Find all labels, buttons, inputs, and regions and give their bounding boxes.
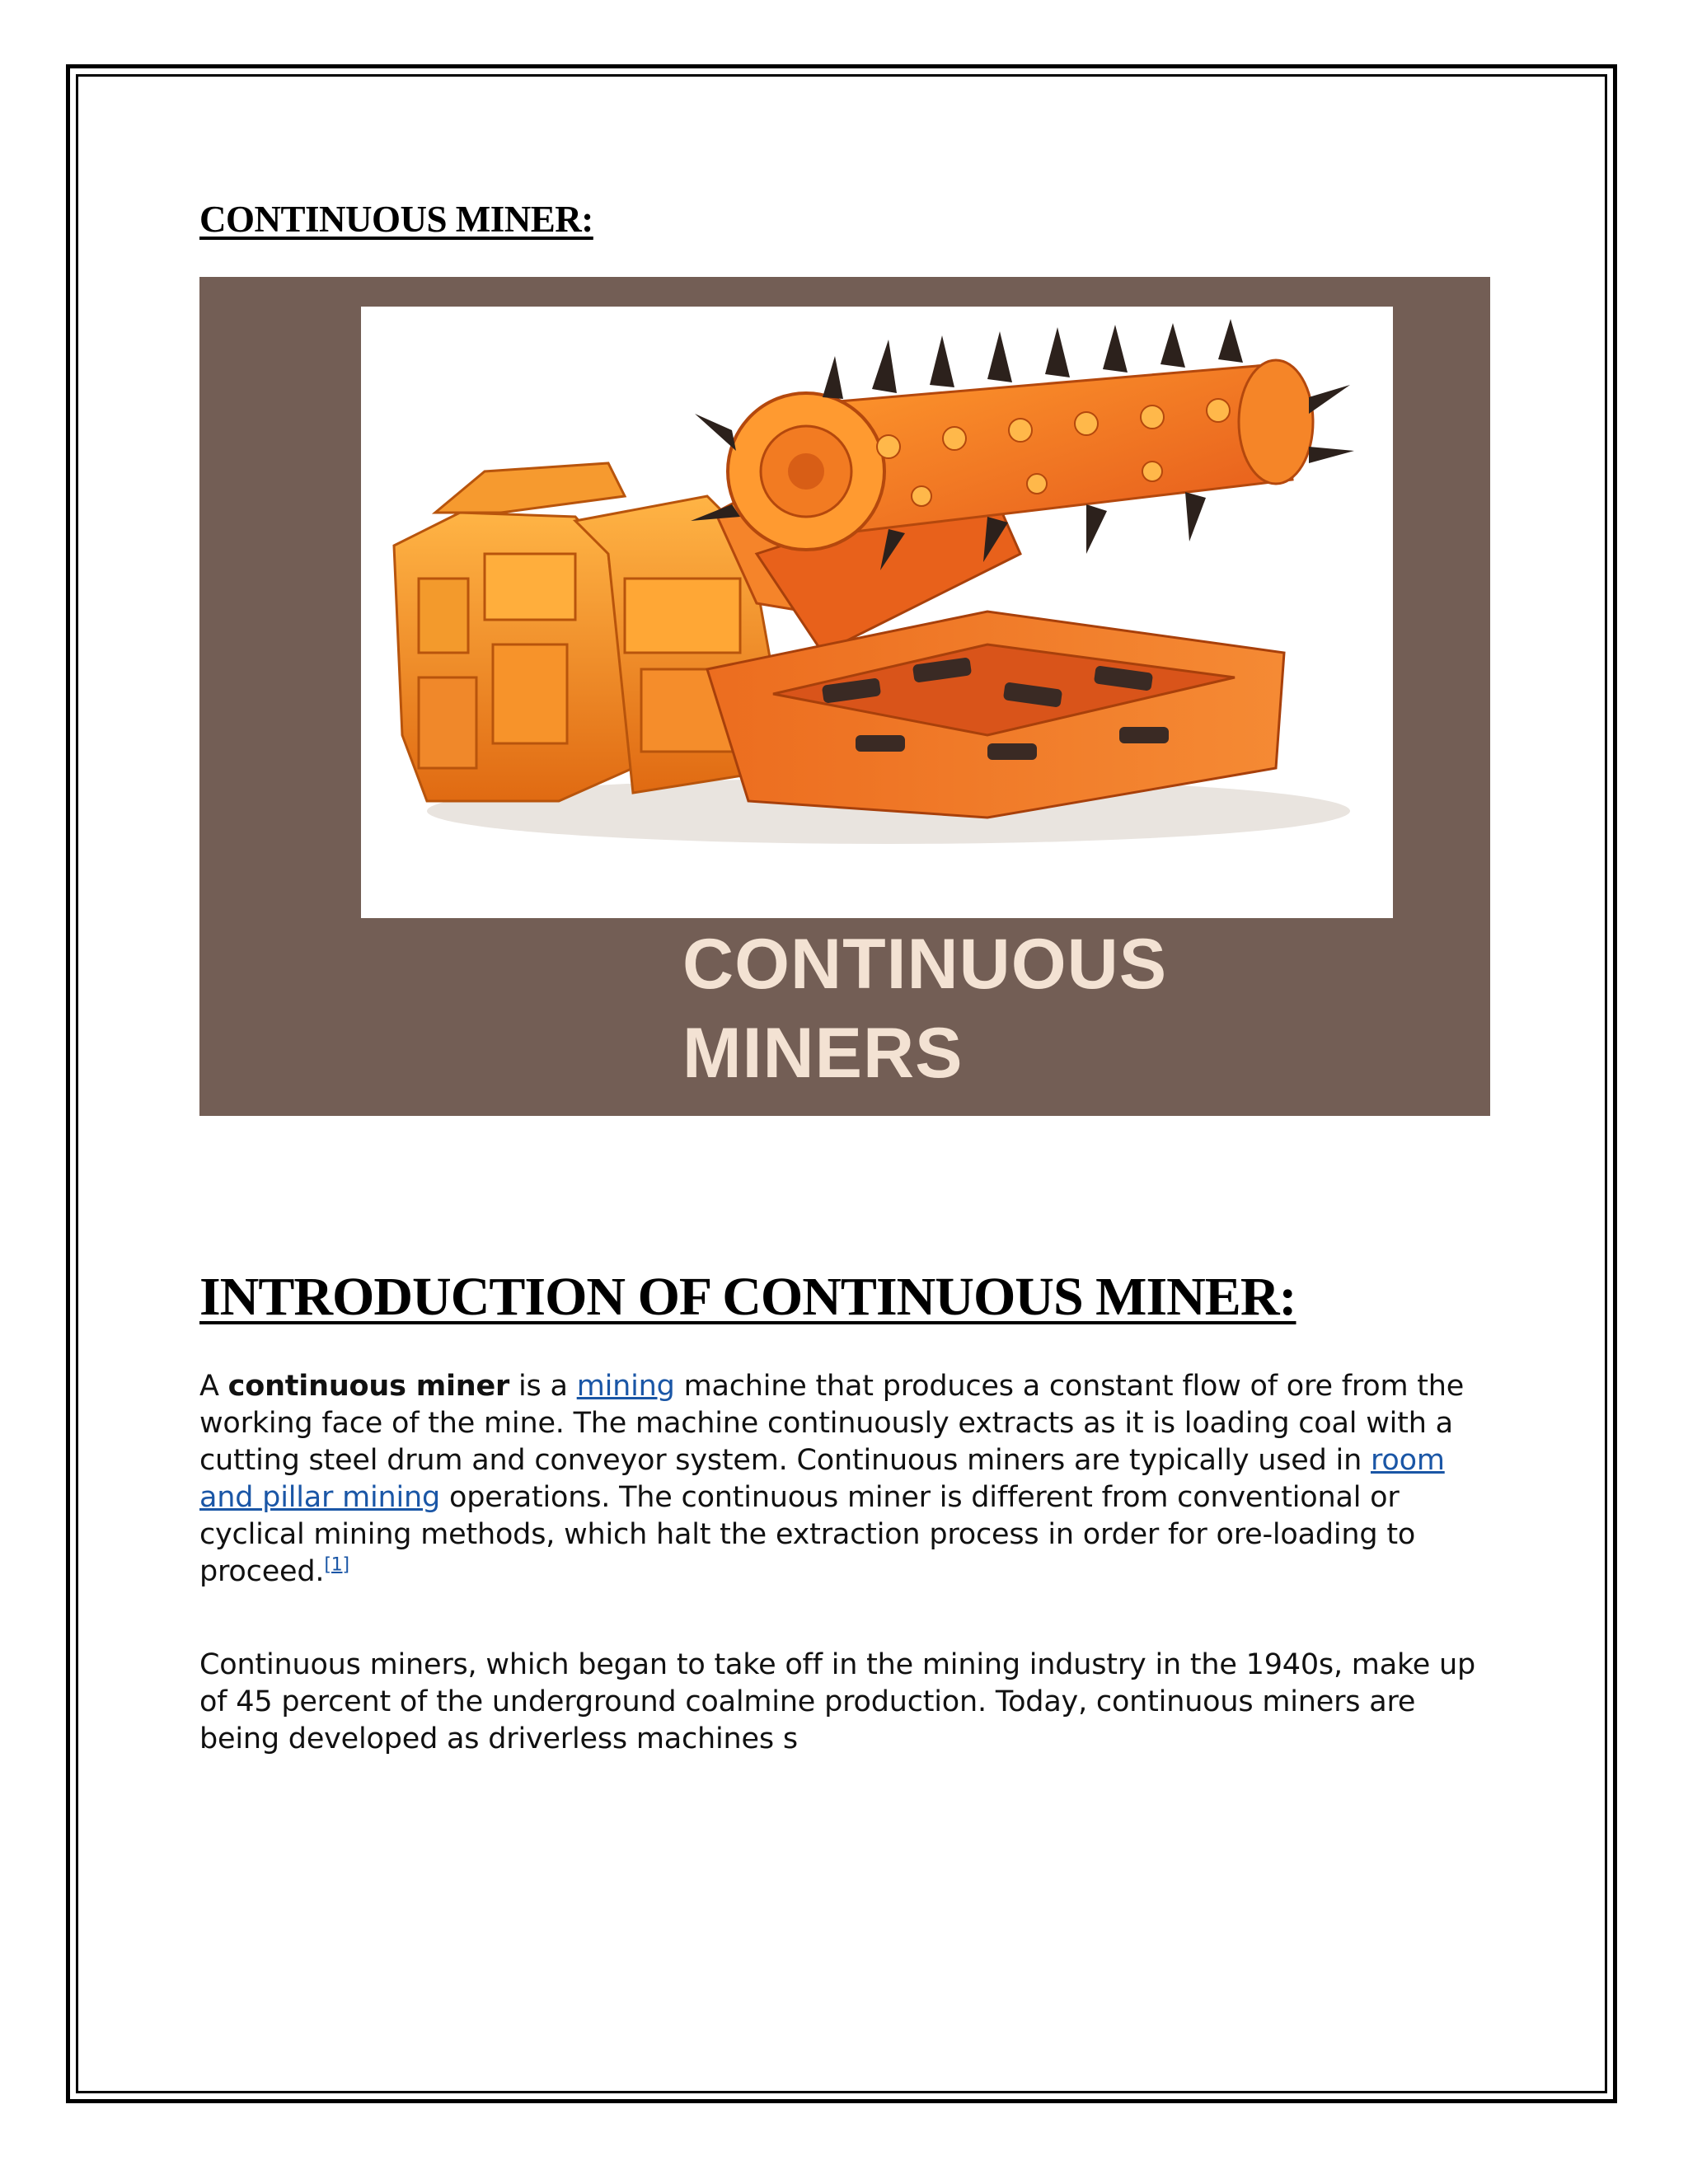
machine-drawing (361, 307, 1393, 918)
hero-image (199, 277, 1490, 1116)
section-heading: INTRODUCTION OF CONTINUOUS MINER: (199, 1267, 1296, 1327)
hero-caption-line-2: MINERS (682, 1014, 964, 1093)
hero-caption-line-1: CONTINUOUS (682, 925, 1168, 1004)
bold-term: continuous miner (227, 1370, 510, 1403)
reference-link[interactable]: [1] (324, 1554, 349, 1576)
link-mining[interactable]: mining (576, 1370, 675, 1403)
intro-lead: A (199, 1370, 228, 1403)
link-room-and-pillar-mining[interactable]: room and pillar mining (199, 1444, 1445, 1514)
intro-text-1: is a (509, 1370, 577, 1403)
page-title: CONTINUOUS MINER: (199, 199, 593, 240)
continuous-miner-machine-illustration (361, 307, 1393, 918)
history-paragraph: Continuous miners, which began to take off in the mining industry in the 1940s, make up of 45 percent of the underground coalmine production. Today, continuous miners are being developed as driverless machines s (199, 1648, 1476, 1755)
intro-paragraph (199, 1368, 1493, 1591)
intro-text-3: operations. The continuous miner is different from conventional or cyclical mining methods, which halt the extraction process in order for ore-loading to proceed. (199, 1481, 1416, 1588)
hero-caption (682, 920, 1167, 1098)
intro-text-2: machine that produces a constant flow of ore from the working face of the mine. The machine continuously extracts as it is loading coal with a cutting steel drum and conveyor system. Continuous miners are typically used in (199, 1370, 1465, 1477)
